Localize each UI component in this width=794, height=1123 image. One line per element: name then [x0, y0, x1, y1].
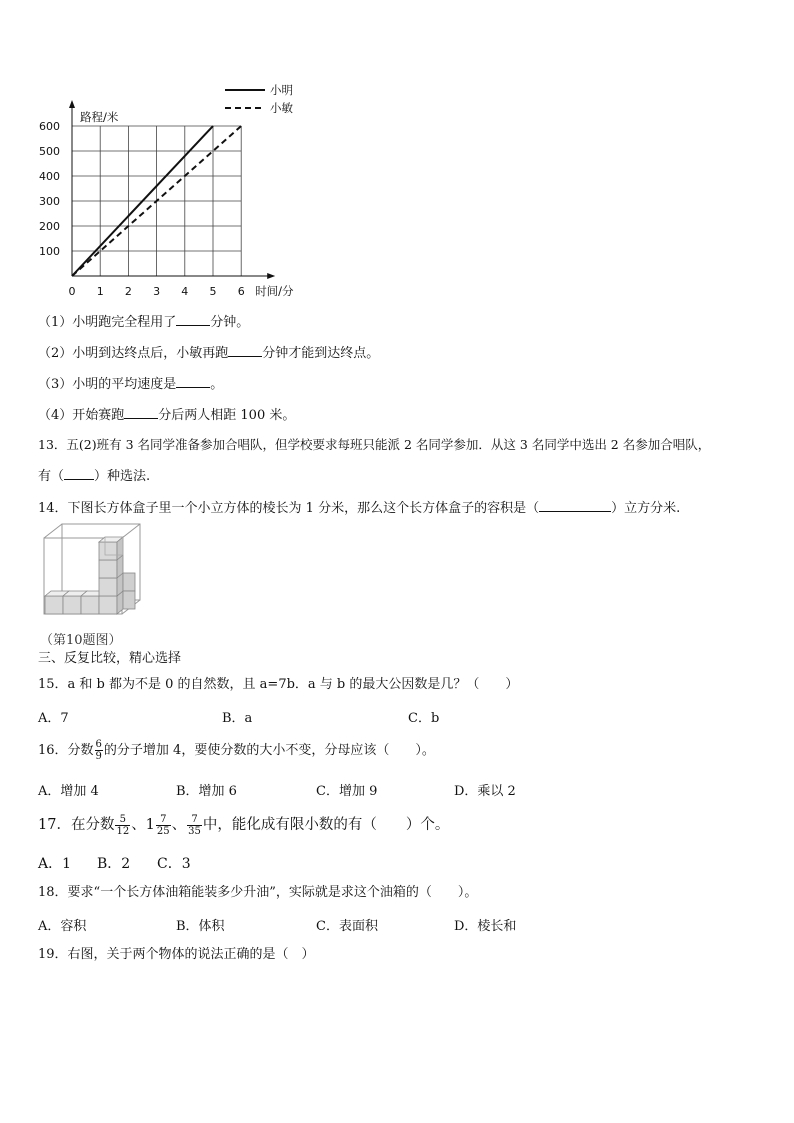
x-tick-label: 4 [181, 285, 189, 298]
numerator: 5 [115, 814, 130, 826]
q18-option-b[interactable]: B．体积 [176, 919, 225, 934]
q16-option-c[interactable]: C．增加 9 [316, 784, 378, 799]
q13-line1: 13．五(2)班有 3 名同学准备参加合唱队，但学校要求每班只能派 2 名同学参加．从这 3 名同学中选出 2 名参加合唱队， [38, 437, 711, 452]
q15-option-c[interactable]: C．b [408, 711, 440, 726]
q13-line2 [38, 466, 150, 486]
y-axis-arrow [69, 100, 75, 108]
q16-option-b[interactable]: B．增加 6 [176, 784, 237, 799]
answer-blank[interactable] [64, 466, 94, 480]
answer-blank[interactable] [176, 374, 210, 388]
q17-text-end: 中，能化成有限小数的有（ ）个。 [202, 817, 450, 833]
x-tick-label: 2 [124, 285, 132, 298]
legend-label: 小敏 [270, 101, 293, 115]
cuboid-box-figure [42, 522, 142, 620]
q12-sub2-text: （2）小明到达终点后，小敏再跑 [38, 346, 229, 361]
q15-option-b[interactable]: B．a [222, 711, 253, 726]
x-tick-label: 5 [209, 285, 217, 298]
chart-legend [225, 83, 293, 115]
section-title: 三、反复比较，精心选择 [38, 651, 182, 666]
q15-option-a[interactable]: A．7 [38, 711, 69, 726]
fraction-5-12 [115, 814, 130, 837]
denominator: 25 [156, 825, 170, 837]
answer-blank[interactable] [124, 405, 158, 419]
unit-cubes [45, 537, 135, 614]
q12-sub1 [38, 312, 249, 332]
fraction-6-9 [95, 739, 103, 762]
q16-option-d[interactable]: D．乘以 2 [454, 784, 516, 799]
q16-option-a[interactable]: A．增加 4 [38, 784, 99, 799]
y-tick-label: 600 [39, 120, 60, 133]
numerator: 7 [187, 814, 202, 826]
x-tick-label: 1 [96, 285, 104, 298]
q13-text-end: ）种选法. [94, 469, 151, 484]
q17-option-c[interactable]: C．3 [157, 856, 191, 872]
q17-stem [38, 810, 449, 840]
q14-text-end: ）立方分米. [611, 501, 681, 516]
q12-sub2-text-end: 分钟才能到达终点。 [262, 346, 380, 361]
q14-text: 14．下图长方体盒子里一个小立方体的棱长为 1 分米，那么这个长方体盒子的容积是（ [38, 501, 540, 516]
q18-option-c[interactable]: C．表面积 [316, 919, 378, 934]
y-tick-label: 300 [39, 195, 60, 208]
answer-blank[interactable] [176, 312, 210, 326]
q17-option-b[interactable]: B．2 [97, 856, 131, 872]
q12-sub4-text: （4）开始赛跑 [38, 408, 125, 423]
q12-sub3-text-end: 。 [210, 377, 224, 392]
q17-text: 17．在分数 [38, 817, 115, 833]
q16-stem [38, 737, 435, 765]
q12-sub3 [38, 374, 223, 394]
q12-sub1-text-end: 分钟。 [210, 315, 250, 330]
y-tick-label: 200 [39, 220, 60, 233]
x-tick-label: 3 [153, 285, 161, 298]
x-tick-label: 6 [237, 285, 245, 298]
distance-time-chart [30, 80, 320, 305]
q15-stem: 15．a 和 b 都为不是 0 的自然数，且 a=7b．a 与 b 的最大公因数是几？（ ） [38, 677, 519, 692]
numerator: 7 [156, 814, 171, 826]
denominator: 12 [116, 825, 130, 837]
q12-sub4 [38, 405, 295, 425]
x-tick-label: 0 [68, 285, 76, 298]
q12-sub4-text-end: 分后两人相距 100 米。 [158, 408, 296, 423]
q17-sep: 、 [171, 817, 187, 833]
denominator: 9 [95, 751, 102, 762]
q12-sub2 [38, 343, 379, 363]
q17-sep: 、1 [131, 817, 155, 833]
q12-sub3-text: （3）小明的平均速度是 [38, 377, 177, 392]
q18-stem: 18．要求“一个长方体油箱能装多少升油”，实际就是求这个油箱的（ ）。 [38, 885, 478, 900]
denominator: 35 [188, 825, 201, 837]
y-tick-label: 500 [39, 145, 60, 158]
q18-option-d[interactable]: D．棱长和 [454, 919, 517, 934]
fraction-7-35 [187, 814, 202, 837]
q19-stem: 19．右图，关于两个物体的说法正确的是（ ） [38, 947, 315, 962]
numerator: 6 [95, 739, 102, 750]
legend-label: 小明 [270, 83, 293, 97]
q18-option-a[interactable]: A．容积 [38, 919, 87, 934]
q17-option-a[interactable]: A．1 [38, 856, 72, 872]
y-tick-label: 100 [39, 245, 60, 258]
answer-blank[interactable] [539, 498, 611, 512]
answer-blank[interactable] [228, 343, 262, 357]
x-axis-label: 时间/分 [255, 284, 294, 298]
figure-caption: （第10题图） [40, 633, 122, 648]
x-axis-arrow [267, 273, 275, 279]
y-axis-label: 路程/米 [80, 110, 119, 124]
q12-sub1-text: （1）小明跑完全程用了 [38, 315, 177, 330]
y-tick-label: 400 [39, 170, 60, 183]
q13-text: 有（ [38, 469, 65, 484]
fraction-7-25 [156, 814, 171, 837]
q16-text: 16．分数 [38, 743, 94, 758]
q14-stem [38, 498, 680, 518]
q16-text-end: 的分子增加 4，要使分数的大小不变，分母应该（ ）。 [103, 743, 435, 758]
